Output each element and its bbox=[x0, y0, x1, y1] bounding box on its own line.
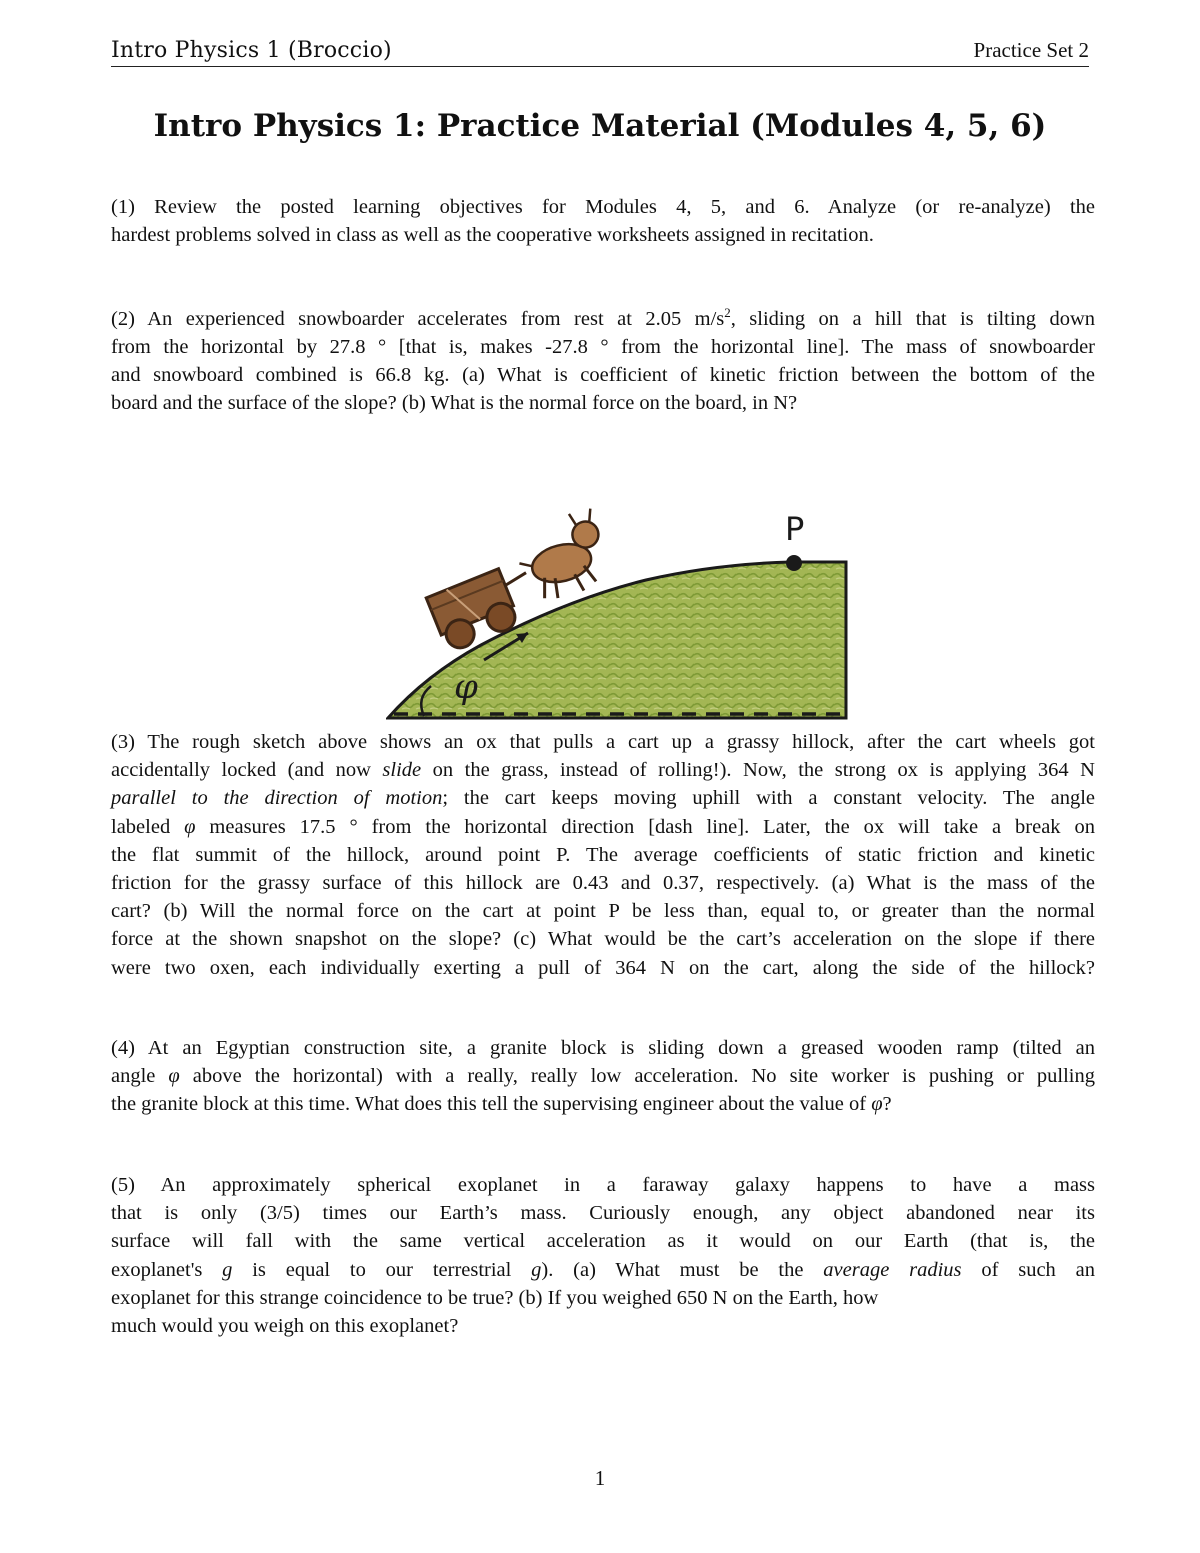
emphasis: φ bbox=[871, 1093, 883, 1116]
question-text: the granite block at this time. What does this tell the supervising engineer about the value of bbox=[111, 1093, 872, 1116]
superscript: 2 bbox=[724, 305, 731, 320]
question-5-line bbox=[111, 1171, 1095, 1199]
question-3-line bbox=[111, 756, 1095, 784]
question-5-line: exoplanet for this strange coincidence to be true? (b) If you weighed 650 N on the Earth, how bbox=[111, 1286, 879, 1309]
emphasis: φ bbox=[168, 1065, 180, 1088]
emphasis: average radius bbox=[823, 1258, 962, 1281]
question-text: above the horizontal) with a really, really low acceleration. No site worker is pushing or pulling bbox=[179, 1065, 1095, 1088]
question-text: , sliding on a hill that is tilting down bbox=[730, 307, 1096, 330]
question-5-line: surface will fall with the same vertical acceleration as it would on our Earth (that is, the bbox=[111, 1230, 1095, 1253]
question-text: ? bbox=[882, 1093, 892, 1116]
emphasis: parallel to the direction of motion bbox=[111, 787, 443, 810]
question-4-line bbox=[111, 1062, 1095, 1090]
question-number: (2) bbox=[111, 307, 135, 330]
ox bbox=[511, 508, 612, 605]
question-text: Review the posted learning objectives for Modules 4, 5, and 6. Analyze (or re-analyze) the bbox=[154, 196, 1096, 218]
question-5-line: much would you weigh on this exoplanet? bbox=[111, 1315, 459, 1338]
page-header bbox=[111, 36, 1089, 67]
question-1 bbox=[111, 193, 1095, 249]
question-text: accidentally locked (and now bbox=[111, 759, 383, 782]
question-2-line: from the horizontal by 27.8 ° [that is, makes -27.8 ° from the horizontal line]. The mass of snowboarder bbox=[111, 336, 1095, 359]
question-3-line: force at the shown snapshot on the slope? (c) What would be the cart’s acceleration on the slope if there bbox=[111, 928, 1095, 951]
question-3-line: were two oxen, each individually exerting a pull of 364 N on the cart, along the side of the hillock? bbox=[111, 956, 1095, 979]
question-text: ). (a) What must be the bbox=[541, 1258, 824, 1281]
page-number: 1 bbox=[594, 1466, 606, 1490]
ox-cart-hillock-figure bbox=[386, 500, 848, 722]
angle-label: φ bbox=[454, 667, 478, 707]
question-number: (4) bbox=[111, 1037, 135, 1059]
question-1-line: hardest problems solved in class as well as the cooperative worksheets assigned in recitation. bbox=[111, 224, 874, 247]
question-1-line bbox=[111, 193, 1095, 221]
question-text: is equal to our terrestrial bbox=[232, 1258, 532, 1281]
question-text: ; the cart keeps moving uphill with a constant velocity. The angle bbox=[442, 787, 1095, 810]
question-text: An experienced snowboarder accelerates from rest at 2.05 m/s bbox=[147, 307, 725, 330]
header-course: Intro Physics 1 (Broccio) bbox=[111, 38, 392, 63]
question-text: An approximately spherical exoplanet in a faraway galaxy happens to have a mass bbox=[160, 1174, 1096, 1196]
question-5 bbox=[111, 1171, 1095, 1340]
question-text: labeled bbox=[111, 815, 185, 838]
question-text: exoplanet's bbox=[111, 1258, 223, 1281]
question-3-line bbox=[111, 784, 1095, 812]
question-3-line: cart? (b) Will the normal force on the cart at point P be less than, equal to, or greater than the normal bbox=[111, 900, 1095, 923]
emphasis: φ bbox=[184, 815, 196, 838]
question-4 bbox=[111, 1034, 1095, 1119]
question-number: (3) bbox=[111, 731, 135, 753]
question-4-line bbox=[111, 1090, 1095, 1118]
question-5-line bbox=[111, 1256, 1095, 1284]
question-text: At an Egyptian construction site, a granite block is sliding down a greased wooden ramp (tilted an bbox=[147, 1037, 1095, 1059]
header-set: Practice Set 2 bbox=[973, 38, 1089, 62]
question-text: angle bbox=[111, 1065, 169, 1088]
emphasis: g bbox=[222, 1258, 233, 1281]
question-text: on the grass, instead of rolling!). Now, the strong ox is applying 364 N bbox=[421, 759, 1095, 782]
question-number: (5) bbox=[111, 1174, 135, 1196]
question-3 bbox=[111, 728, 1095, 982]
question-2-line bbox=[111, 299, 1095, 333]
emphasis: g bbox=[531, 1258, 542, 1281]
question-3-line: the flat summit of the hillock, around point P. The average coefficients of static friction and kinetic bbox=[111, 843, 1095, 866]
question-2-line: and snowboard combined is 66.8 kg. (a) What is coefficient of kinetic friction between the bottom of the bbox=[111, 364, 1095, 387]
question-5-line: that is only (3/5) times our Earth’s mass. Curiously enough, any object abandoned near its bbox=[111, 1202, 1095, 1225]
question-number: (1) bbox=[111, 196, 135, 218]
question-4-line bbox=[111, 1034, 1095, 1062]
point-p-dot bbox=[786, 555, 802, 571]
question-3-line bbox=[111, 728, 1095, 756]
emphasis: slide bbox=[382, 759, 422, 782]
question-2-line: board and the surface of the slope? (b) What is the normal force on the board, in N? bbox=[111, 392, 798, 415]
question-3-line bbox=[111, 813, 1095, 841]
question-text: of such an bbox=[961, 1258, 1095, 1281]
question-text: The rough sketch above shows an ox that pulls a cart up a grassy hillock, after the cart wheels got bbox=[147, 731, 1095, 753]
point-p-label: P bbox=[785, 510, 805, 548]
question-3-line: friction for the grassy surface of this hillock are 0.43 and 0.37, respectively. (a) What is the mass of the bbox=[111, 872, 1095, 895]
question-text: measures 17.5 ° from the horizontal direction [dash line]. Later, the ox will take a break on bbox=[195, 815, 1095, 838]
question-2 bbox=[111, 299, 1095, 418]
page-title: Intro Physics 1: Practice Material (Modules 4, 5, 6) bbox=[153, 108, 1047, 144]
